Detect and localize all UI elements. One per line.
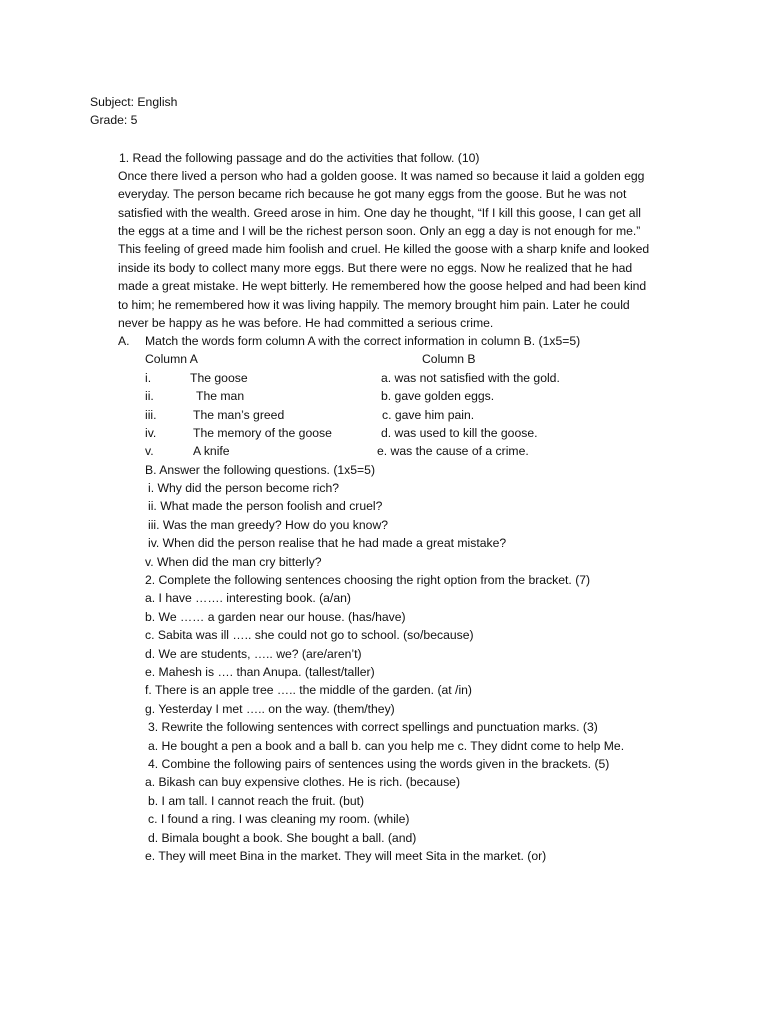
match-row-number: i. [145,371,152,385]
passage-line: everyday. The person became rich because he got many eggs from the goose. But he was not [118,187,627,201]
q1-heading: 1. Read the following passage and do the activities that follow. (10) [119,151,480,165]
part-b-question: i. Why did the person become rich? [148,481,340,495]
part-b-question: iii. Was the man greedy? How do you know? [148,518,389,532]
part-a-instruction: Match the words form column A with the correct information in column B. (1x5=5) [145,334,581,348]
match-column-b-item: c. gave him pain. [382,408,475,422]
part-b-question: ii. What made the person foolish and cruel? [148,499,383,513]
passage-line: the eggs at a time and I will be the richest person soon. Only an egg a day is not enough for me.” [118,224,641,238]
q4-item: d. Bimala bought a book. She bought a ball. (and) [148,831,417,845]
part-a-label: A. [118,334,130,348]
passage-line: Once there lived a person who had a golden goose. It was named so because it laid a golden egg [118,169,645,183]
subject-line: Subject: English [90,95,178,109]
q4-heading: 4. Combine the following pairs of sentences using the words given in the brackets. (5) [148,757,610,771]
q2-item: b. We …… a garden near our house. (has/have) [145,610,406,624]
match-row-number: iii. [145,408,157,422]
match-column-a-item: A knife [193,444,230,458]
q2-item: c. Sabita was ill ….. she could not go to school. (so/because) [145,628,474,642]
q2-item: a. I have ……. interesting book. (a/an) [145,591,351,605]
match-row-number: iv. [145,426,157,440]
part-b-heading: B. Answer the following questions. (1x5=5) [145,463,375,477]
q4-item: b. I am tall. I cannot reach the fruit. (but) [148,794,365,808]
q2-item: e. Mahesh is …. than Anupa. (tallest/taller) [145,665,375,679]
part-b-question: v. When did the man cry bitterly? [145,555,322,569]
passage-line: never be happy as he was before. He had committed a serious crime. [118,316,494,330]
passage-line: This feeling of greed made him foolish and cruel. He killed the goose with a sharp knife and looked [118,242,650,256]
match-column-b-item: e. was the cause of a crime. [377,444,529,458]
passage-line: made a great mistake. He wept bitterly. He remembered how the goose helped and had been kind [118,279,647,293]
q4-item: e. They will meet Bina in the market. They will meet Sita in the market. (or) [145,849,547,863]
passage-line: satisfied with the wealth. Greed arose in him. One day he thought, “If I kill this goose, I can get all [118,206,641,220]
column-b-header: Column B [422,352,476,366]
q3-text: a. He bought a pen a book and a ball b. can you help me c. They didnt come to help Me. [148,739,625,753]
q3-heading: 3. Rewrite the following sentences with correct spellings and punctuation marks. (3) [148,720,598,734]
match-column-a-item: The goose [190,371,248,385]
match-row-number: ii. [145,389,154,403]
q2-item: d. We are students, ….. we? (are/aren’t) [145,647,362,661]
passage-line: inside its body to collect many more eggs. But there were no eggs. Now he realized that he had [118,261,633,275]
part-b-question: iv. When did the person realise that he had made a great mistake? [148,536,507,550]
q4-item: c. I found a ring. I was cleaning my room. (while) [148,812,410,826]
column-a-header: Column A [145,352,198,366]
q2-item: g. Yesterday I met ….. on the way. (them/they) [145,702,395,716]
match-column-b-item: a. was not satisfied with the gold. [381,371,560,385]
match-column-a-item: The man [196,389,245,403]
grade-line: Grade: 5 [90,113,138,127]
q2-heading: 2. Complete the following sentences choosing the right option from the bracket. (7) [145,573,591,587]
match-column-a-item: The man’s greed [193,408,285,422]
passage-line: to him; he remembered how it was living happily. The memory brought him pain. Later he could [118,298,630,312]
match-column-b-item: b. gave golden eggs. [381,389,495,403]
match-row-number: v. [145,444,154,458]
match-column-b-item: d. was used to kill the goose. [381,426,538,440]
q2-item: f. There is an apple tree ….. the middle of the garden. (at /in) [145,683,472,697]
match-column-a-item: The memory of the goose [193,426,332,440]
q4-item: a. Bikash can buy expensive clothes. He is rich. (because) [145,775,461,789]
